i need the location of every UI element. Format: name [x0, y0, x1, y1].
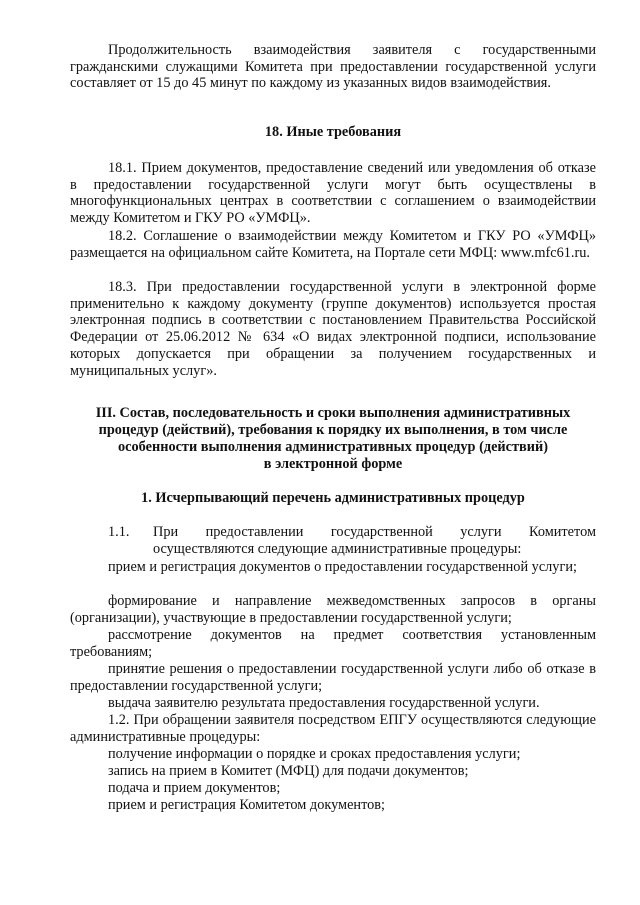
- intro-paragraph: Продолжительность взаимодействия заявителя с государственными гражданскими служащими Комитета при предоставлении государственной услуги составляет от 15 до 45 минут по каждому из указанных видов взаимодействия.: [70, 42, 596, 92]
- epgu-procedure-item: получение информации о порядке и сроках предоставления услуги;: [108, 746, 521, 762]
- procedure-item: рассмотрение документов на предмет соответствия установленным требованиям;: [70, 627, 596, 660]
- epgu-procedure-item: прием и регистрация Комитетом документов;: [108, 797, 386, 813]
- paragraph-18-2: 18.2. Соглашение о взаимодействии между Комитетом и ГКУ РО «УМФЦ» размещается на официальном сайте Комитета, на Портале сети МФЦ: www.mfc61.ru.: [70, 228, 596, 261]
- item-1-1-number: 1.1.: [108, 524, 130, 540]
- procedure-item: формирование и направление межведомственных запросов в органы (организации), участвующие в предоставлении государственной услуги;: [70, 593, 596, 626]
- item-1-1-line-2: осуществляются следующие административные процедуры:: [153, 541, 522, 557]
- section-3-heading-line-1: III. Состав, последовательность и сроки выполнения административных: [95, 405, 571, 421]
- section-18-heading: 18. Иные требования: [264, 124, 402, 140]
- paragraph-18-3: 18.3. При предоставлении государственной услуги в электронной форме применительно к каждому документу (группе документов) используется простая электронная подпись в соответствии с постановлением Правительства Российской Федерации от 25.06.2012 № 634 «О видах электронной подписи, использование которых допускается при обращении за получением государственных и муниципальных услуг».: [70, 279, 596, 379]
- item-1-1-line-1: При предоставлении государственной услуги Комитетом: [153, 524, 596, 540]
- epgu-procedure-item: подача и прием документов;: [108, 780, 281, 796]
- section-3-heading-line-3: особенности выполнения административных процедур (действий): [118, 439, 548, 455]
- subsection-1-heading: 1. Исчерпывающий перечень административных процедур: [141, 490, 525, 506]
- procedure-item: прием и регистрация документов о предоставлении государственной услуги;: [108, 559, 577, 575]
- paragraph-1-2: 1.2. При обращении заявителя посредством ЕПГУ осуществляются следующие административные процедуры:: [70, 712, 596, 745]
- procedure-item: принятие решения о предоставлении государственной услуги либо об отказе в предоставлении государственной услуги;: [70, 661, 596, 694]
- procedure-item: выдача заявителю результата предоставления государственной услуги.: [108, 695, 540, 711]
- section-3-heading-line-2: процедур (действий), требования к порядку их выполнения, в том числе: [98, 422, 568, 438]
- paragraph-18-1: 18.1. Прием документов, предоставление сведений или уведомления об отказе в предоставлении государственной услуги могут быть осуществлены в многофункциональных центрах в соответствии с соглашением о взаимодействии между Комитетом и ГКУ РО «УМФЦ».: [70, 160, 596, 227]
- section-3-heading-line-4: в электронной форме: [263, 456, 403, 472]
- epgu-procedure-item: запись на прием в Комитет (МФЦ) для подачи документов;: [108, 763, 469, 779]
